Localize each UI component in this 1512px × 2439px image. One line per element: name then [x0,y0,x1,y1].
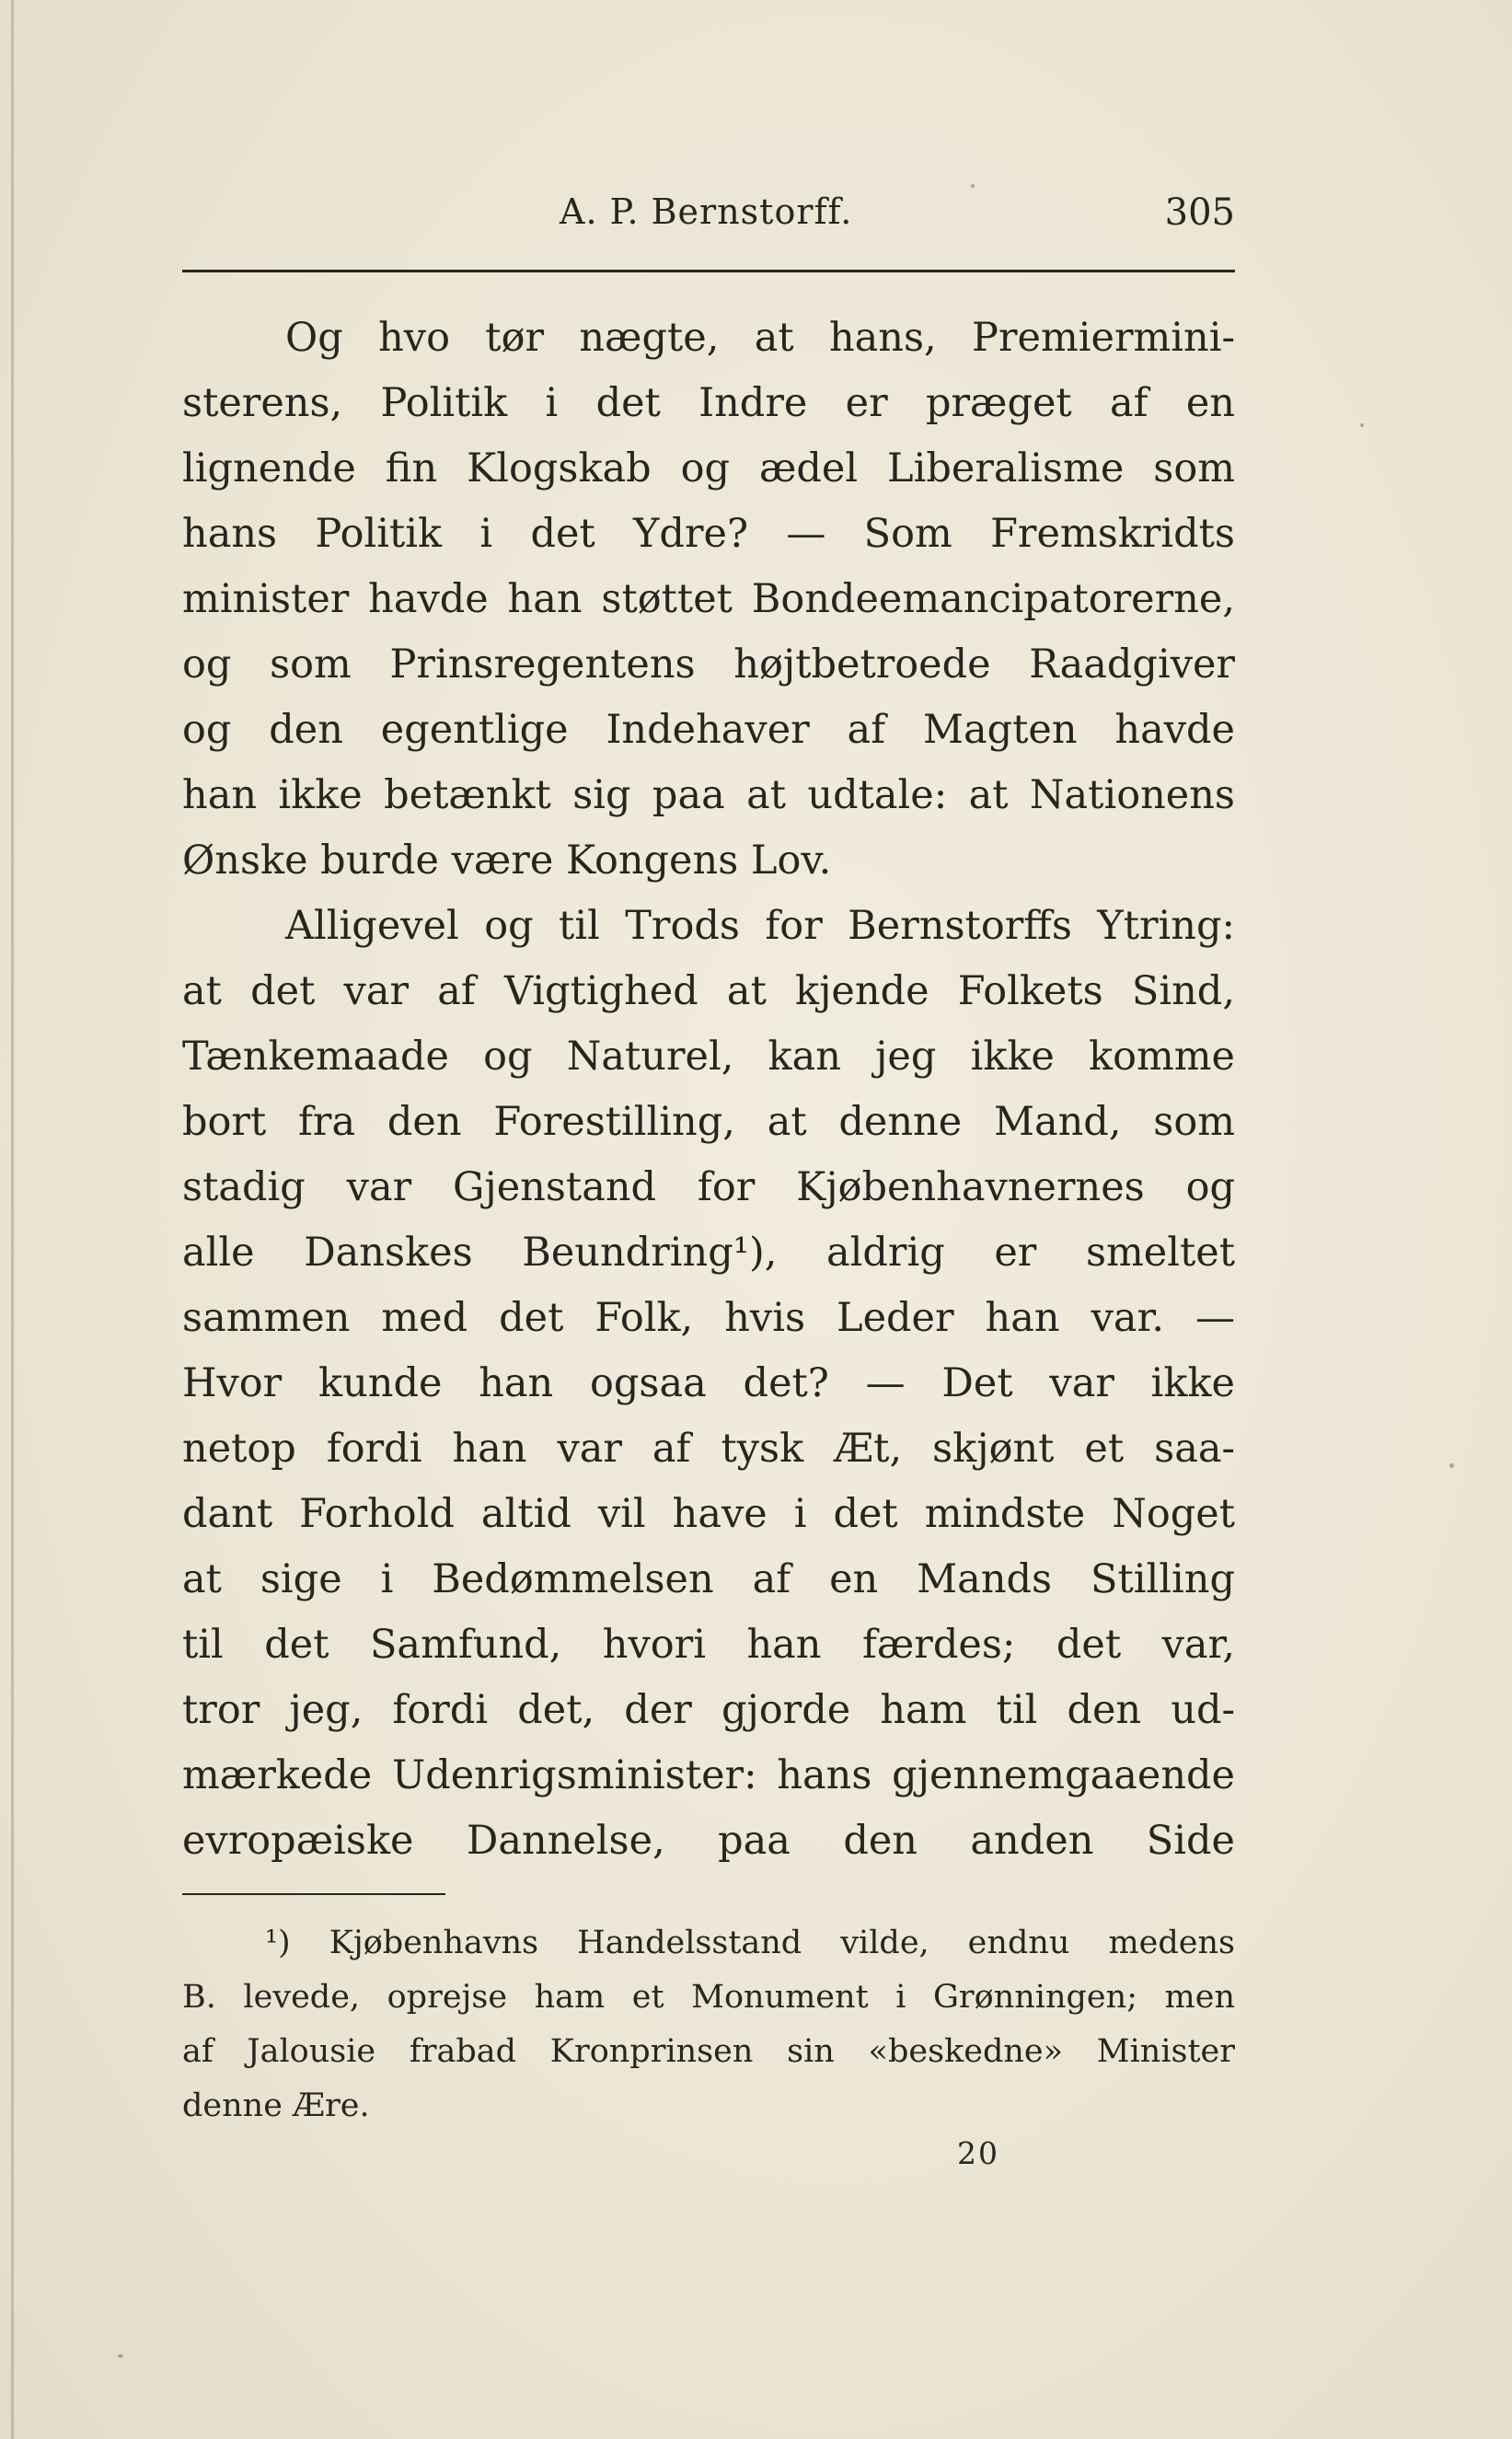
footnotes [182,1916,1235,2133]
text-line: og som Prinsregentens højtbetroede Raadgiver [182,642,1235,688]
text-line: Hvor kunde han ogsaa det? — Det var ikke [182,1360,1235,1406]
footnote-line: B. levede, oprejse ham et Monument i Grønningen; men [182,1979,1235,2016]
text-line: og den egentlige Indehaver af Magten havde [182,707,1235,753]
footnote-line: af Jalousie frabad Kronprinsen sin «beskedne» Minister [182,2033,1235,2070]
text-line: Alligevel og til Trods for Bernstorffs Ytring: [285,903,1235,949]
text-line: stadig var Gjenstand for Kjøbenhavnernes og [182,1164,1235,1210]
page-number: 305 [1164,191,1235,234]
page-header [182,191,1235,247]
text-line: til det Samfund, hvori han færdes; det var, [182,1622,1235,1668]
text-line: bort fra den Forestilling, at denne Mand, som [182,1099,1235,1145]
text-line: at det var af Vigtighed at kjende Folkets Sind, [182,968,1235,1014]
text-line: lignende fin Klogskab og ædel Liberalisme som [182,445,1235,491]
footnote-line: ¹) Kjøbenhavns Handelsstand vilde, endnu medens [265,1925,1235,1961]
text-line: netop fordi han var af tysk Æt, skjønt et saa- [182,1426,1235,1472]
text-line: evropæiske Dannelse, paa den anden Side [182,1818,1235,1864]
text-line: at sige i Bedømmelsen af en Mands Stilling [182,1556,1235,1602]
text-line: sterens, Politik i det Indre er præget af en [182,380,1235,426]
text-line: tror jeg, fordi det, der gjorde ham til den ud- [182,1687,1235,1733]
signature-mark: 20 [957,2135,999,2171]
paper-speck [1360,423,1364,427]
page-edge [11,0,14,2439]
text-line: mærkede Udenrigsminister: hans gjennemgaaende [182,1752,1235,1798]
text-line: Ønske burde være Kongens Lov. [182,838,832,884]
body-text [182,306,1235,1874]
text-line: alle Danskes Beundring¹), aldrig er smeltet [182,1230,1235,1276]
paper-speck [1449,1463,1454,1468]
header-rule [182,270,1235,272]
footnote-line: denne Ære. [182,2087,370,2124]
text-line: han ikke betænkt sig paa at udtale: at Nationens [182,772,1235,818]
text-line: hans Politik i det Ydre? — Som Fremskridts [182,511,1235,557]
paper-speck [118,2354,123,2358]
text-line: Og hvo tør nægte, at hans, Premiermini- [285,315,1235,361]
paper-speck [971,184,975,188]
running-head: A. P. Bernstorff. [560,191,853,232]
text-line: dant Forhold altid vil have i det mindste Noget [182,1491,1235,1537]
text-line: minister havde han støttet Bondeemancipatorerne, [182,576,1235,622]
footnote-rule [182,1893,445,1895]
text-line: Tænkemaade og Naturel, kan jeg ikke komme [182,1034,1235,1080]
text-line: sammen med det Folk, hvis Leder han var. — [182,1295,1235,1341]
